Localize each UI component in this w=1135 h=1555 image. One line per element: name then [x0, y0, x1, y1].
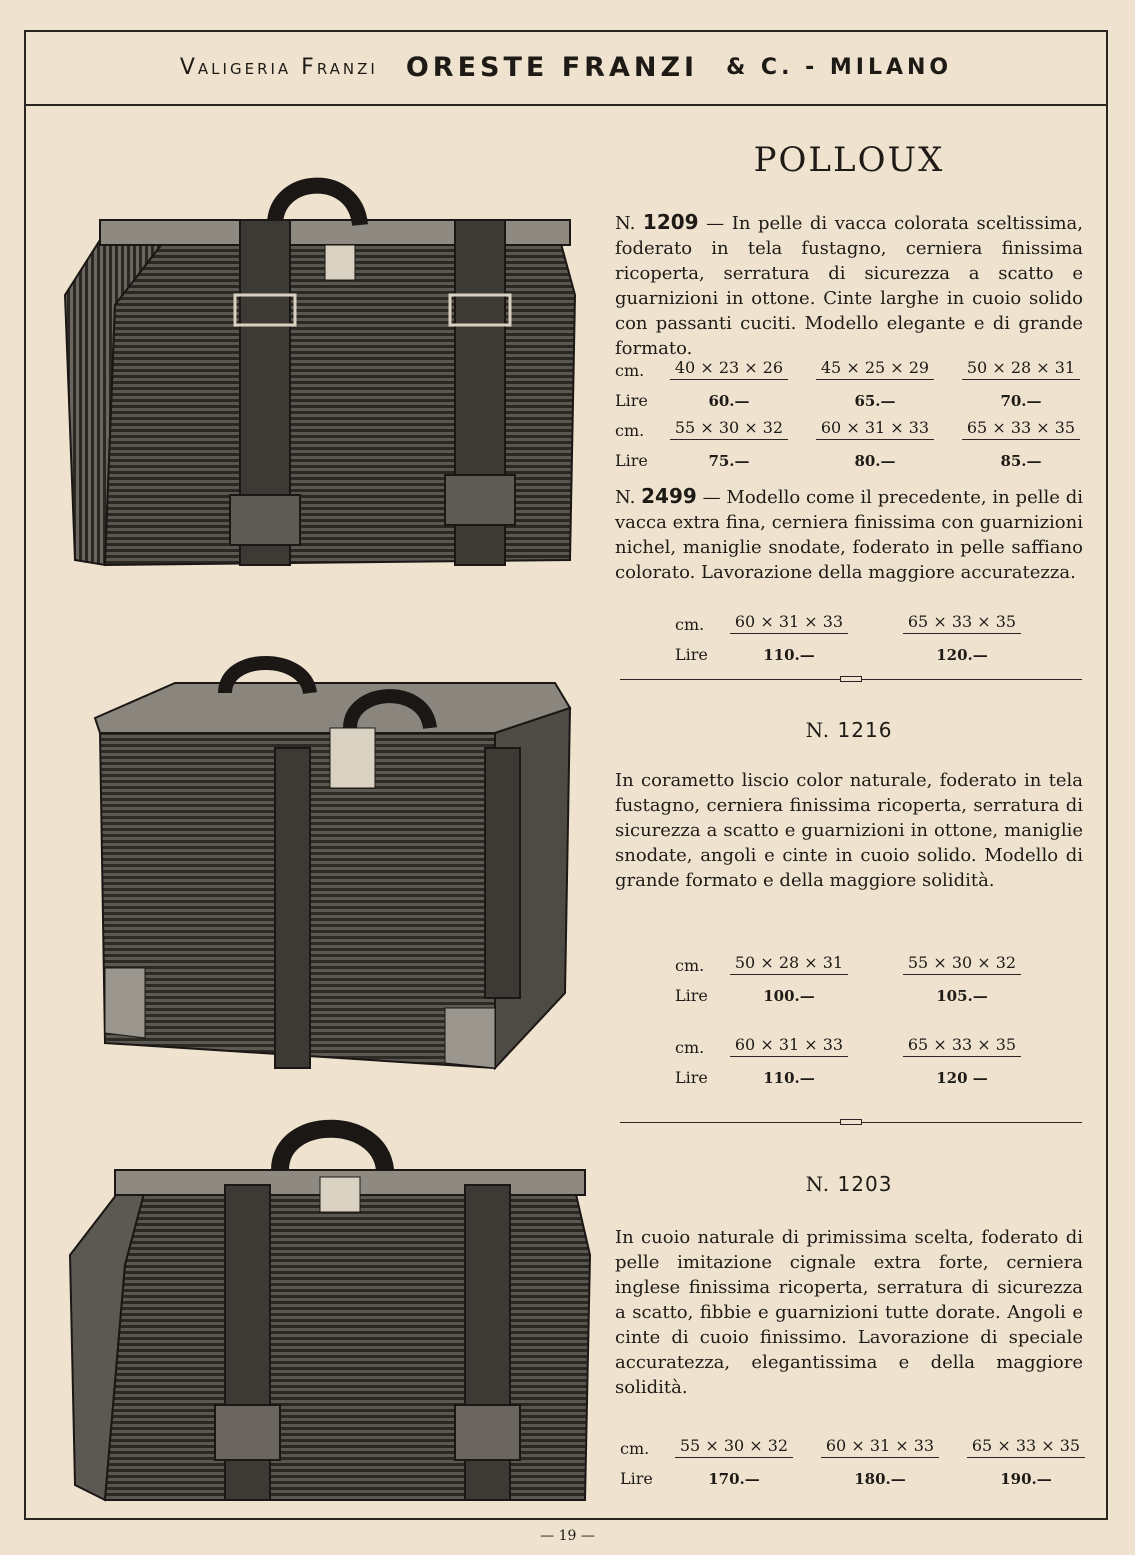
model-1216-heading — [615, 718, 1083, 742]
cm-label: cm. — [675, 1038, 705, 1057]
price-cell: 110.— — [763, 1069, 815, 1087]
catalog-header — [24, 30, 1108, 106]
header-city: & C. - MILANO — [726, 54, 953, 80]
lire-label: Lire — [620, 1469, 653, 1488]
lire-label: Lire — [675, 986, 708, 1005]
model-1216-number: 1216 — [837, 718, 893, 742]
dimension-cell: 50 × 28 × 31 — [962, 358, 1080, 380]
model-2499-price-table — [675, 604, 1075, 664]
dimension-cell: 55 × 30 × 32 — [903, 953, 1021, 975]
page-number: — 19 — — [540, 1528, 595, 1544]
dimension-cell: 60 × 31 × 33 — [816, 418, 934, 440]
price-cell: 80.— — [854, 452, 896, 470]
price-cell: 70.— — [1000, 392, 1042, 410]
price-cell: 65.— — [854, 392, 896, 410]
model-2499-text: — Modello come il precedente, in pelle di vacca extra fina, cerniera finissima con guarnizioni nichel, maniglie snodate, foderato in pelle saffiano colorato. Lavorazione della maggiore accuratezza. — [615, 487, 1083, 583]
model-1203-description — [615, 1225, 1083, 1400]
dimension-cell: 50 × 28 × 31 — [730, 953, 848, 975]
header-company-name: ORESTE FRANZI — [405, 51, 699, 83]
model-1203-prefix: N. — [805, 1172, 831, 1196]
model-1209-price-table — [615, 350, 1083, 470]
price-cell: 190.— — [1000, 1470, 1052, 1488]
cm-label: cm. — [675, 615, 705, 634]
dimension-cell: 65 × 33 × 35 — [903, 612, 1021, 634]
lire-label: Lire — [675, 645, 708, 664]
cm-label: cm. — [615, 361, 645, 380]
model-2499-prefix: N. — [615, 487, 636, 508]
price-cell: 180.— — [854, 1470, 906, 1488]
lire-label: Lire — [615, 391, 648, 410]
model-1209-description — [615, 210, 1083, 361]
section-divider — [620, 1122, 1082, 1123]
bag-illustration-1203 — [65, 1115, 595, 1515]
model-1203-text: In cuoio naturale di primissima scelta, foderato di pelle imitazione cignale extra forte, cerniera inglese finissima ricoperta, serratura di sicurezza a scatto, fibbie e guarnizioni tutte dorate. Angoli e cinte di cuoio finissimo. Lavorazione di speciale accuratezza, elegantissima e della maggiore solidità. — [615, 1227, 1083, 1398]
price-cell: 120.— — [936, 646, 988, 664]
cm-label: cm. — [615, 421, 645, 440]
model-1216-description — [615, 768, 1083, 893]
model-1209-number: 1209 — [642, 210, 699, 234]
section-divider — [620, 679, 1082, 680]
model-2499-description — [615, 484, 1083, 585]
dimension-cell: 55 × 30 × 32 — [670, 418, 788, 440]
bag-illustration-1216 — [85, 648, 580, 1080]
model-1203-heading — [615, 1172, 1083, 1196]
dimension-cell: 60 × 31 × 33 — [821, 1436, 939, 1458]
bag-illustration-1209 — [55, 165, 585, 580]
dimension-cell: 65 × 33 × 35 — [903, 1035, 1021, 1057]
cm-label: cm. — [675, 956, 705, 975]
dimension-cell: 55 × 30 × 32 — [675, 1436, 793, 1458]
price-cell: 170.— — [708, 1470, 760, 1488]
model-1203-number: 1203 — [837, 1172, 893, 1196]
dimension-cell: 60 × 31 × 33 — [730, 612, 848, 634]
model-1216-prefix: N. — [805, 718, 831, 742]
model-1216-text: In corametto liscio color naturale, foderato in tela fustagno, cerniera finissima ricoperta, serratura di sicurezza a scatto e guarnizioni in ottone, maniglie snodate, angoli e cinte in cuoio solido. Modello di grande formato e della maggiore solidità. — [615, 770, 1083, 891]
price-cell: 105.— — [936, 987, 988, 1005]
model-1209-text: — In pelle di vacca colorata sceltissima, foderato in tela fustagno, cerniera finissima ricoperta, serratura di sicurezza a scatto e guarnizioni in ottone. Cinte larghe in cuoio solido con passanti cuciti. Modello elegante e di grande formato. — [615, 213, 1083, 359]
dimension-cell: 65 × 33 × 35 — [962, 418, 1080, 440]
header-shop-name: Valigeria Franzi — [179, 54, 378, 80]
lire-label: Lire — [675, 1068, 708, 1087]
dimension-cell: 65 × 33 × 35 — [967, 1436, 1085, 1458]
dimension-cell: 45 × 25 × 29 — [816, 358, 934, 380]
model-2499-number: 2499 — [641, 484, 697, 508]
model-1203-price-table — [620, 1428, 1085, 1488]
model-1216-price-table — [675, 945, 1075, 1087]
price-cell: 120 — — [936, 1069, 988, 1087]
dimension-cell: 60 × 31 × 33 — [730, 1035, 848, 1057]
price-cell: 110.— — [763, 646, 815, 664]
price-cell: 100.— — [763, 987, 815, 1005]
cm-label: cm. — [620, 1439, 650, 1458]
price-cell: 75.— — [708, 452, 750, 470]
lire-label: Lire — [615, 451, 648, 470]
price-cell: 60.— — [708, 392, 750, 410]
page-title: POLLOUX — [753, 140, 945, 180]
model-1209-prefix: N. — [615, 213, 636, 234]
price-cell: 85.— — [1000, 452, 1042, 470]
dimension-cell: 40 × 23 × 26 — [670, 358, 788, 380]
